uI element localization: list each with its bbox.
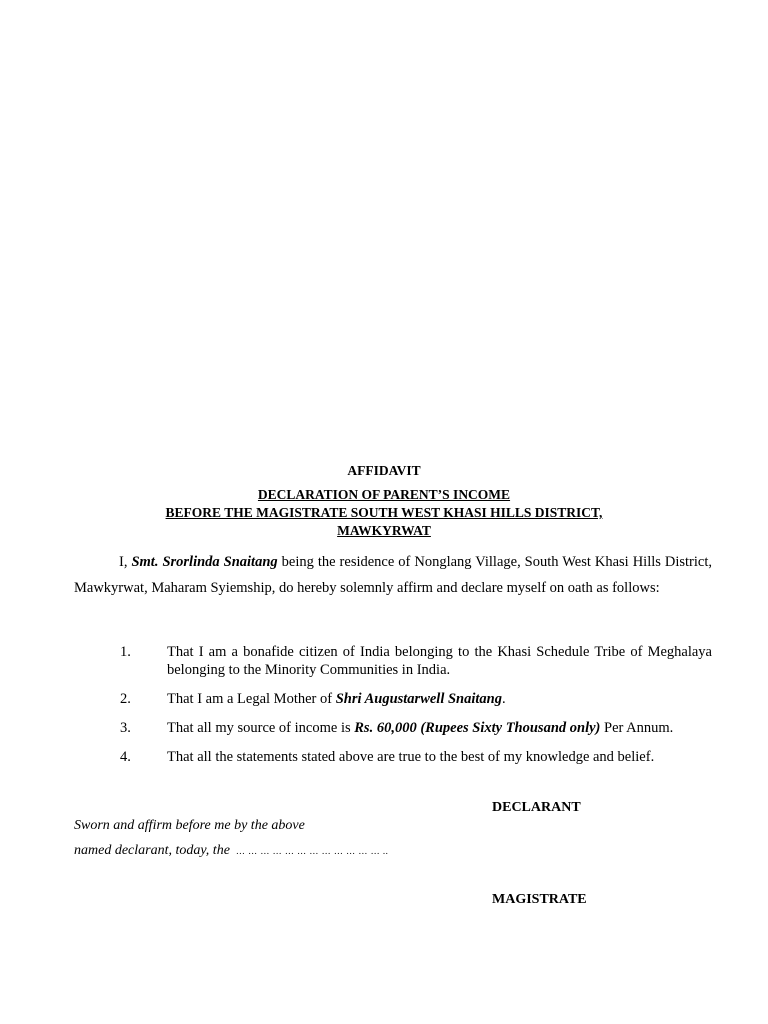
child-name: Shri Augustarwell Snaitang <box>335 691 502 707</box>
item-number: 1. <box>120 644 131 660</box>
item-number: 4. <box>120 749 131 765</box>
income-amount: Rs. 60,000 (Rupees Sixty Thousand only) <box>354 720 601 736</box>
item-text: That I am a bonafide citizen of India belonging to the Khasi Schedule Tribe of Meghalaya belonging to the Minority Communities in India. <box>167 644 712 678</box>
item-prefix: That all my source of income is <box>167 720 355 736</box>
sworn-line-2-text: named declarant, today, the <box>74 843 230 858</box>
intro-paragraph <box>74 549 712 601</box>
list-item <box>120 690 712 708</box>
document-subtitle <box>0 487 768 503</box>
item-suffix: . <box>502 691 506 707</box>
item-number: 2. <box>120 691 131 707</box>
item-suffix: Per Annum. <box>600 720 674 736</box>
declarant-label: DECLARANT <box>492 800 581 815</box>
list-item <box>120 719 712 737</box>
sworn-line-2 <box>74 843 388 859</box>
intro-prefix: I, <box>119 554 132 570</box>
item-text: That all the statements stated above are true to the best of my knowledge and belief. <box>167 749 655 765</box>
before-line-1-text: BEFORE THE MAGISTRATE SOUTH WEST KHASI HILLS DISTRICT, <box>165 505 603 520</box>
before-magistrate-line-2 <box>0 523 768 539</box>
item-text <box>167 690 712 708</box>
list-item <box>120 748 712 766</box>
intro-rest: being the residence of Nonglang Village, South West Khasi Hills District, Mawkyrwat, Maharam Syiemship, do hereby solemnly affirm and declare myself on oath as follows: <box>74 554 712 596</box>
item-text <box>167 719 712 737</box>
document-title: AFFIDAVIT <box>347 463 421 478</box>
before-line-2-text: MAWKYRWAT <box>337 523 431 538</box>
item-prefix: That I am a Legal Mother of <box>167 691 336 707</box>
list-item <box>120 643 712 679</box>
before-magistrate-line-1 <box>0 505 768 521</box>
magistrate-label: MAGISTRATE <box>492 892 587 907</box>
declarant-name: Smt. Srorlinda Snaitang <box>131 554 278 570</box>
date-blank: … … … … … … … … … … … … .. <box>235 846 389 856</box>
item-number: 3. <box>120 720 131 736</box>
sworn-line-1: Sworn and affirm before me by the above <box>74 818 305 833</box>
subtitle-text: DECLARATION OF PARENT’S INCOME <box>257 487 511 502</box>
